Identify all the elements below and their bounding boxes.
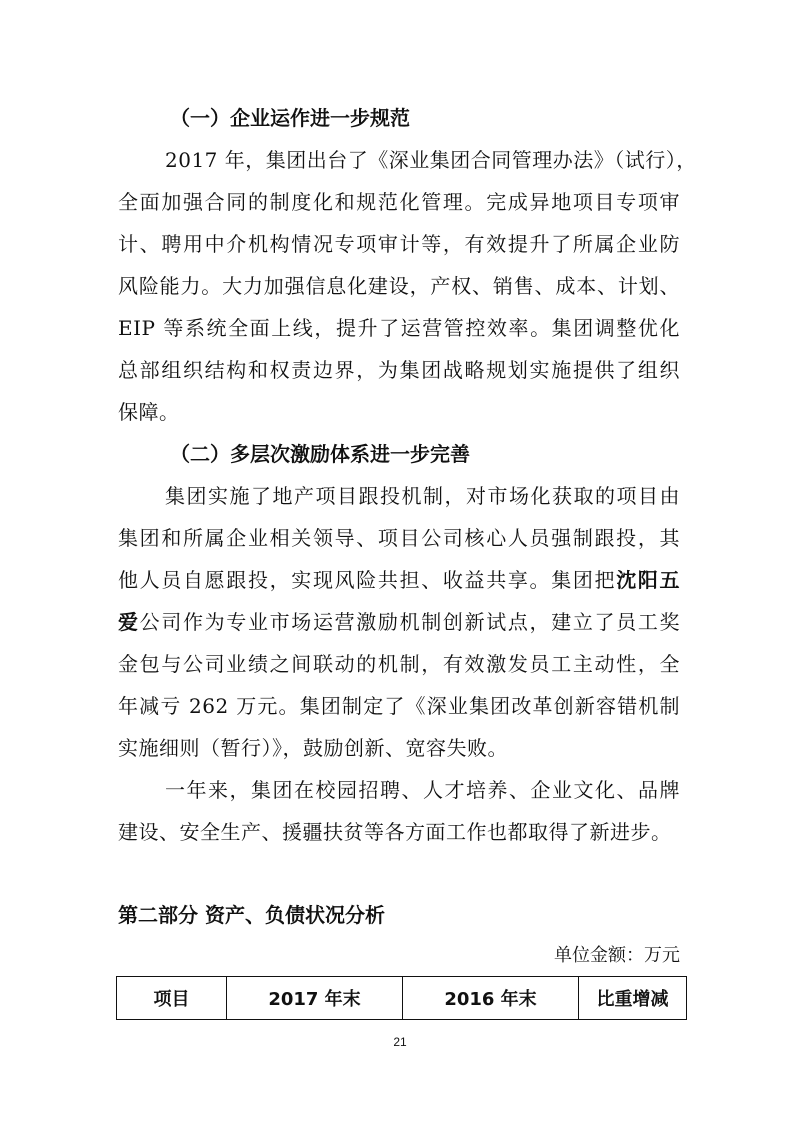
paragraph-line: 建设、安全生产、援疆扶贫等各方面工作也都取得了新进步。: [118, 820, 672, 844]
part-title: 第二部分 资产、负债状况分析: [118, 903, 385, 927]
paragraph-line: 一年来，集团在校园招聘、人才培养、企业文化、品牌: [165, 778, 680, 802]
paragraph-line: 集团和所属企业相关领导、项目公司核心人员强制跟投，其: [118, 526, 680, 550]
paragraph-line: 实施细则（暂行）》，鼓励创新、宽容失败。: [118, 736, 508, 760]
paragraph-line: [118, 608, 680, 636]
paragraph-line: 金包与公司业绩之间联动的机制，有效激发员工主动性，全: [118, 652, 680, 676]
section-heading-2: （二）多层次激励体系进一步完善: [170, 442, 470, 466]
paragraph-line: 保障。: [118, 400, 180, 424]
paragraph-line: 总部组织结构和权责边界，为集团战略规划实施提供了组织: [118, 358, 680, 382]
paragraph-text: 公司作为专业市场运营激励机制创新试点，建立了员工奖: [139, 610, 681, 634]
balance-table: [116, 976, 687, 1020]
highlighted-company-name-cont: 爱: [118, 610, 140, 634]
unit-label: 单位金额：万元: [554, 945, 680, 966]
paragraph-text: 他人员自愿跟投，实现风险共担、收益共享。集团把: [118, 568, 617, 592]
paragraph-line: [118, 566, 680, 594]
paragraph-line: 风险能力。大力加强信息化建设，产权、销售、成本、计划、: [118, 274, 680, 298]
table-header-change: 比重增减: [579, 977, 687, 1020]
table-header-row: [117, 977, 687, 1020]
paragraph-line: 2017 年，集团出台了《深业集团合同管理办法》（试行），: [165, 148, 697, 172]
highlighted-company-name: 沈阳五: [616, 568, 681, 592]
paragraph-line: EIP 等系统全面上线，提升了运营管控效率。集团调整优化: [118, 316, 680, 340]
paragraph-line: 全面加强合同的制度化和规范化管理。完成异地项目专项审: [118, 190, 680, 214]
page-number: 21: [393, 1035, 407, 1049]
paragraph-line: 集团实施了地产项目跟投机制，对市场化获取的项目由: [165, 484, 680, 508]
table-header-item: 项目: [117, 977, 227, 1020]
paragraph-line: 计、聘用中介机构情况专项审计等，有效提升了所属企业防: [118, 232, 680, 256]
section-heading-1: （一）企业运作进一步规范: [170, 106, 410, 130]
table-header-2017: 2017 年末: [227, 977, 403, 1020]
table-header-2016: 2016 年末: [403, 977, 579, 1020]
paragraph-line: 年减亏 262 万元。集团制定了《深业集团改革创新容错机制: [118, 694, 680, 718]
